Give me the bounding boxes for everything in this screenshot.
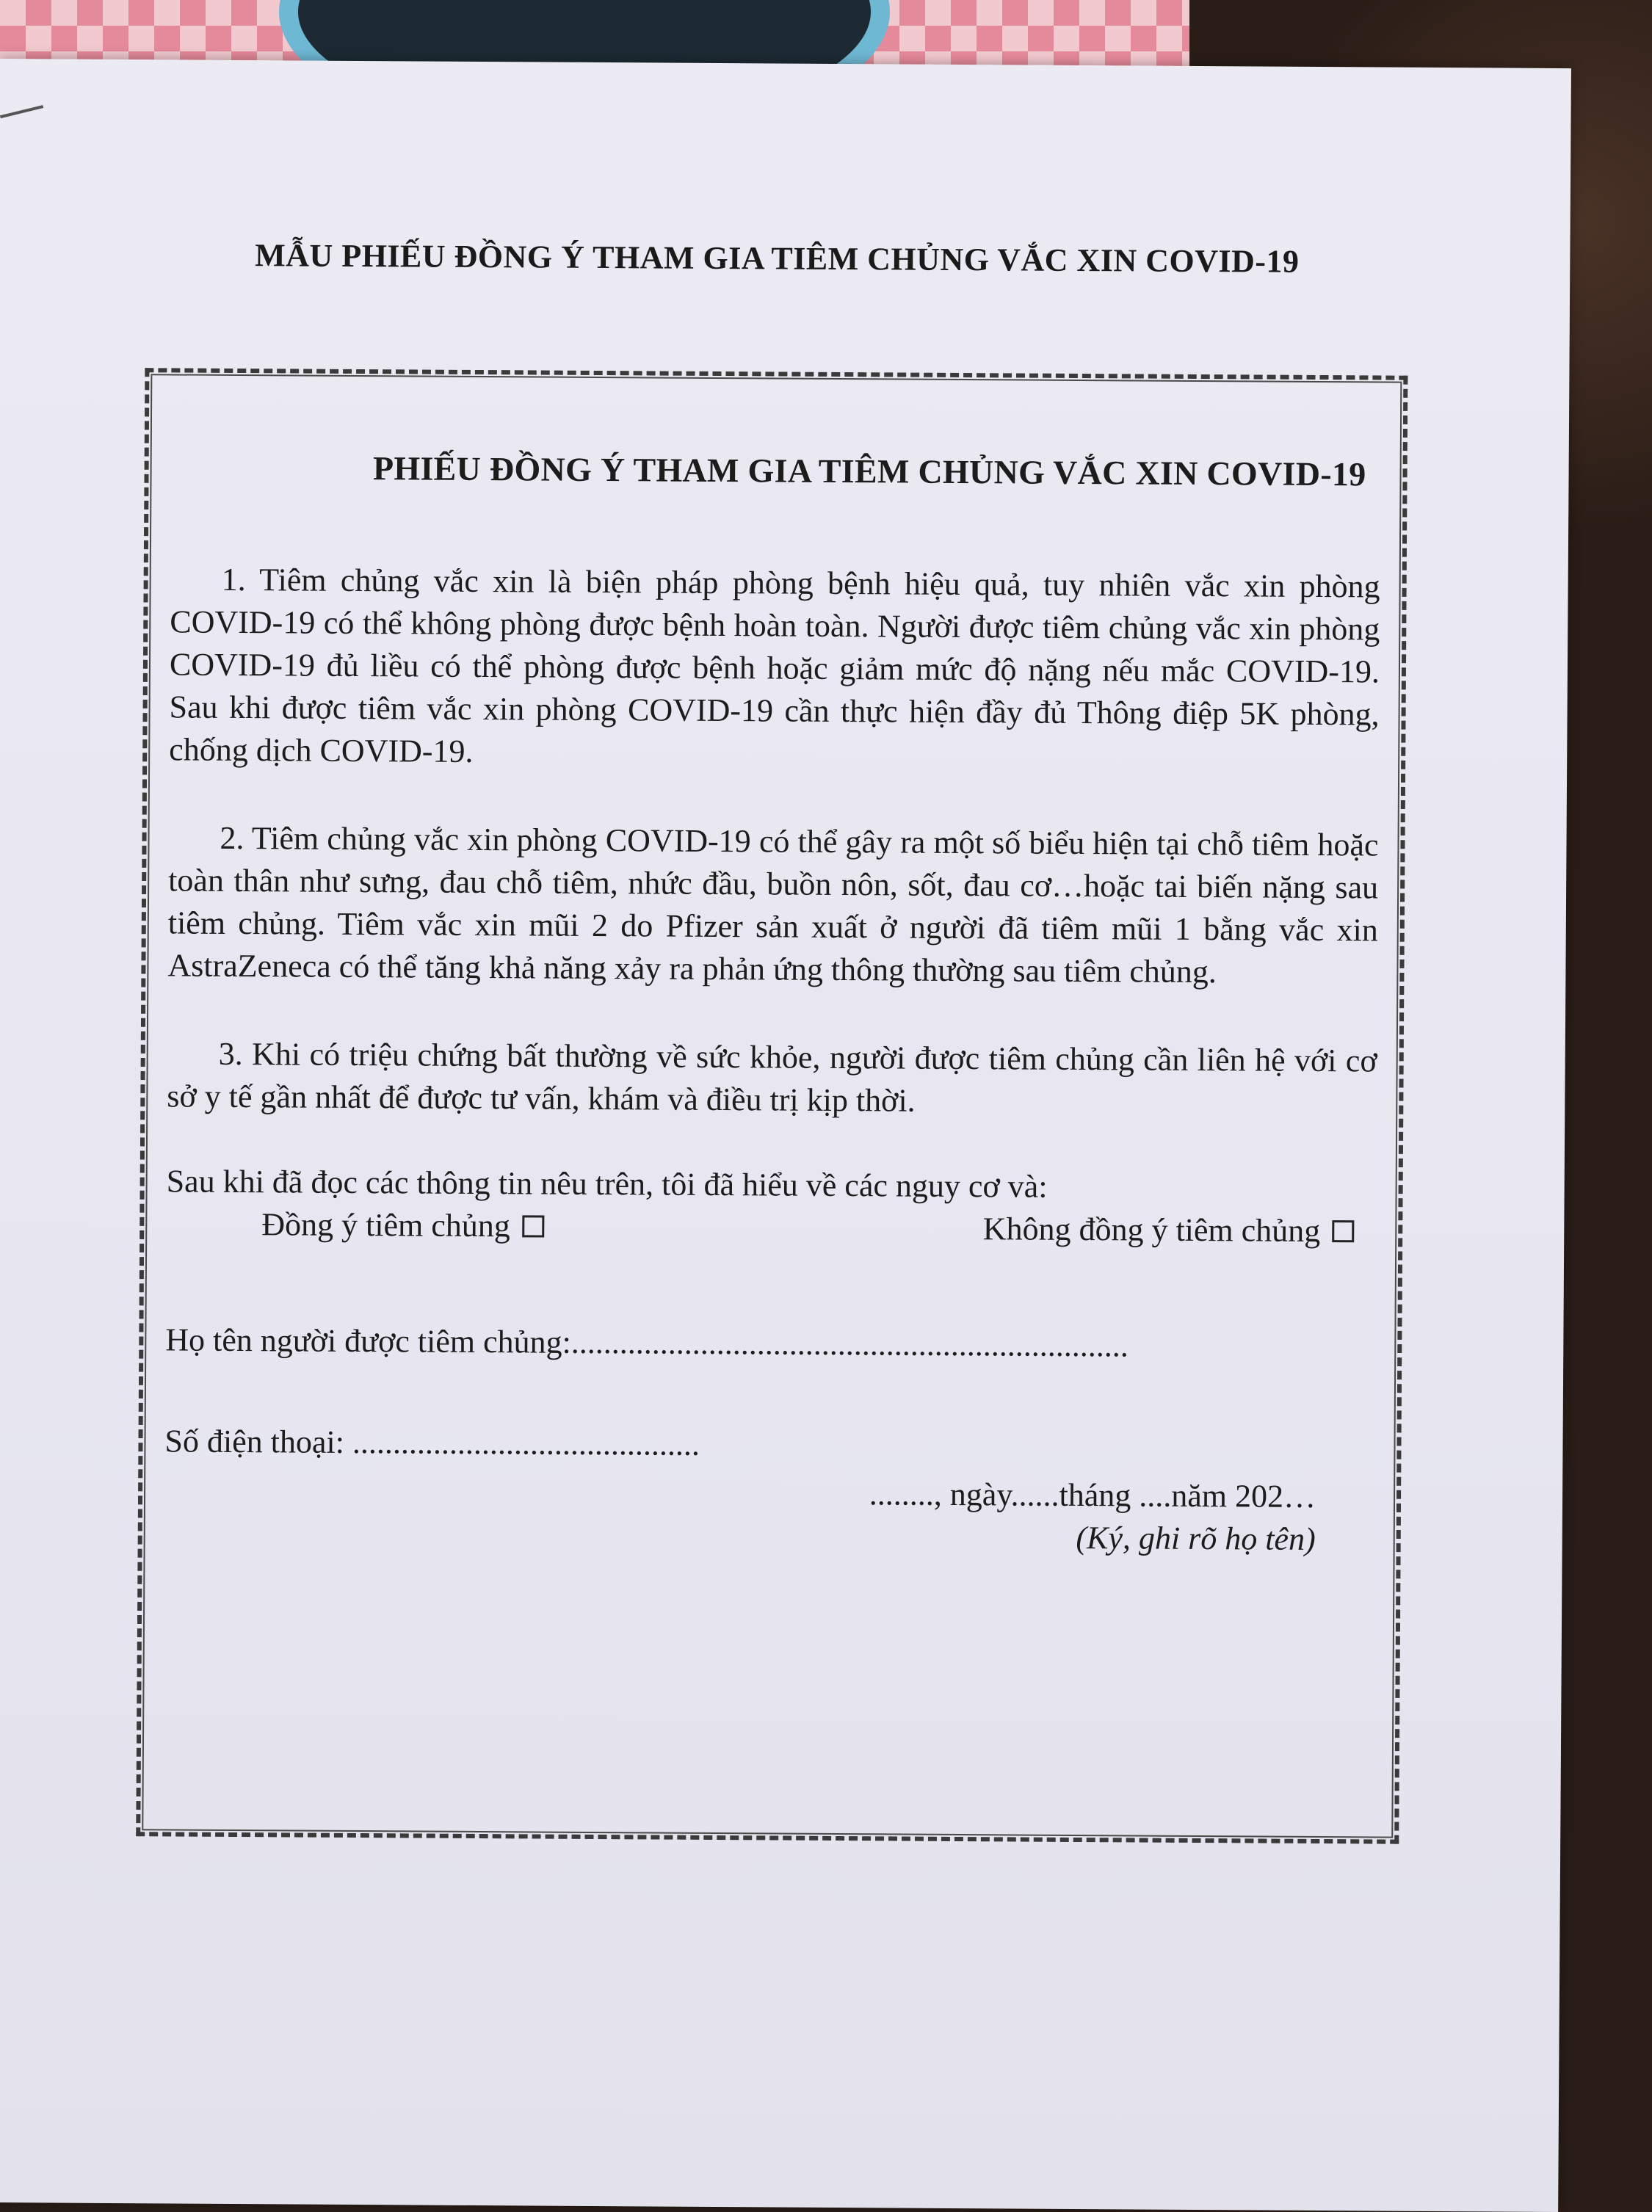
consent-intro: Sau khi đã đọc các thông tin nêu trên, tôi đã hiểu về các nguy cơ và:: [166, 1163, 1048, 1205]
agree-label: Đồng ý tiêm chủng: [261, 1206, 510, 1244]
paragraph-1: 1. Tiêm chủng vắc xin là biện pháp phòng bệnh hiệu quả, tuy nhiên vắc xin phòng COVID-19 có thể không phòng được bệnh hoàn toàn. Người được tiêm chủng vắc xin phòng COVID-19 đủ liều có thể phòng được bệnh hoặc giảm mức độ nặng nếu mắc COVID-19. Sau khi được tiêm vắc xin phòng COVID-19 cần thực hiện đầy đủ Thông điệp 5K phòng, chống dịch COVID-19.: [169, 561, 1380, 769]
paragraph-2: 2. Tiêm chủng vắc xin phòng COVID-19 có thể gây ra một số biểu hiện tại chỗ tiêm hoặc toàn thân như sưng, đau chỗ tiêm, nhức đầu, buồn nôn, sốt, đau cơ…hoặc tai biến nặng sau tiêm chủng. Tiêm vắc xin mũi 2 do Pfizer sản xuất ở người đã tiêm mũi 1 bằng vắc xin AstraZeneca có thể tăng khả năng xảy ra phản ứng thông thường sau tiêm chủng.: [167, 819, 1379, 990]
disagree-label: Không đồng ý tiêm chủng: [982, 1211, 1321, 1250]
phone-field[interactable]: Số điện thoại: ...........................................: [164, 1423, 700, 1462]
disagree-option[interactable]: [983, 1208, 1355, 1252]
name-field[interactable]: Họ tên người được tiêm chủng:.....................................................................: [165, 1321, 1128, 1364]
form-title: PHIẾU ĐỒNG Ý THAM GIA TIÊM CHỦNG VẮC XIN COVID-19: [372, 449, 1366, 493]
paragraph-3: 3. Khi có triệu chứng bất thường về sức khỏe, người được tiêm chủng cần liên hệ với cơ sở y tế gần nhất để được tư vấn, khám và điều trị kịp thời.: [167, 1035, 1377, 1119]
signature-note: (Ký, ghi rõ họ tên): [1076, 1519, 1316, 1557]
paper-fold-mark: [0, 105, 43, 118]
agree-checkbox[interactable]: [522, 1215, 544, 1237]
form-template-title: MẪU PHIẾU ĐỒNG Ý THAM GIA TIÊM CHỦNG VẮC XIN COVID-19: [255, 237, 1300, 280]
form-frame: [136, 368, 1408, 1843]
agree-option[interactable]: [261, 1203, 544, 1247]
date-line: ........, ngày......tháng ....năm 202…: [869, 1476, 1316, 1515]
form-body: [164, 372, 1382, 1561]
consent-form-sheet: [0, 59, 1571, 2212]
consent-choices: [166, 1203, 1376, 1252]
disagree-checkbox[interactable]: [1332, 1220, 1354, 1242]
